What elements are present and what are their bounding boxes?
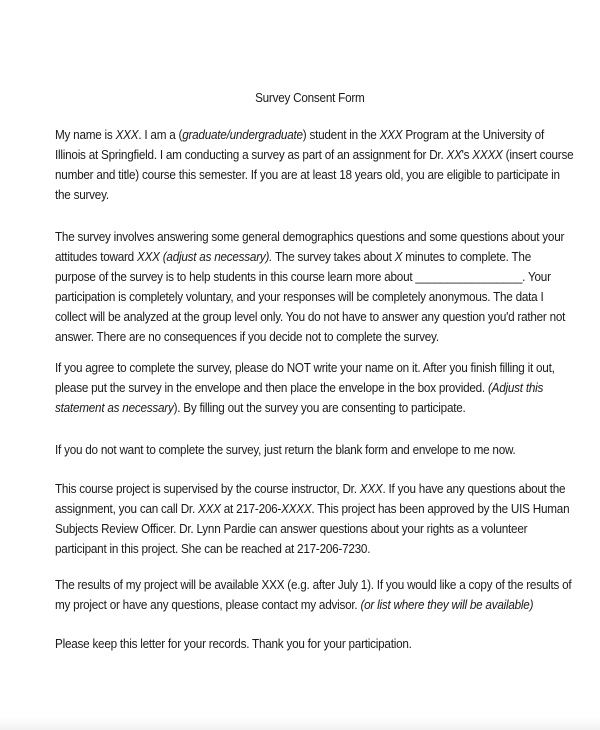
supervision-line-1 — [55, 479, 567, 499]
adjust-note-cont: statement as necessary — [55, 401, 174, 415]
instructions-paragraph — [55, 358, 567, 418]
results-paragraph — [55, 575, 572, 615]
placeholder-attitudes: XXX (adjust as necessary). — [136, 250, 273, 264]
text-run: please put the survey in the envelope and then place the envelope in the box provided. — [55, 381, 488, 395]
placeholder-course: XXXX — [472, 148, 503, 162]
instructions-line-1: If you agree to complete the survey, please do NOT write your name on it. After you finish filling it out, — [55, 361, 555, 375]
text-run: Illinois at Springfield. I am conducting a survey as part of an assignment for Dr. — [55, 148, 447, 162]
text-run: minutes to complete. The — [402, 250, 531, 264]
intro-line-3: number and title) course this semester. If you are at least 18 years old, you are eligible to participate in — [55, 168, 560, 182]
page-bottom-edge — [0, 717, 600, 730]
placeholder-instructor: XXX — [197, 502, 221, 516]
text-run: ). By filling out the survey you are consenting to participate. — [173, 401, 466, 415]
closing-paragraph — [55, 634, 567, 654]
results-line-1: The results of my project will be available XXX (e.g. after July 1). If you would like a copy of the results of — [55, 578, 572, 592]
text-run: ) student in the — [302, 128, 380, 142]
placeholder-program: XXX — [379, 128, 403, 142]
supervision-paragraph — [55, 479, 570, 559]
results-line-2 — [55, 595, 567, 615]
placeholder-level: graduate/undergraduate — [182, 128, 303, 142]
placeholder-instructor: XXX — [359, 482, 383, 496]
text-run: Program at the University of — [402, 128, 544, 142]
text-run: This course project is supervised by the course instructor, Dr. — [55, 482, 360, 496]
description-line-3: purpose of the survey is to help students in this course learn more about _________________. Your — [55, 270, 551, 284]
text-run: . I am a ( — [138, 128, 183, 142]
survey-description-paragraph — [55, 227, 567, 347]
text-run: . This project has been approved by the UIS Human — [311, 502, 570, 516]
placeholder-name: XXX — [115, 128, 139, 142]
supervision-line-3: Subjects Review Officer. Dr. Lynn Pardie can answer questions about your rights as a volunteer — [55, 522, 528, 536]
description-line-4: participation is completely voluntary, and your responses will be completely anonymous. The data I — [55, 290, 544, 304]
instructions-line-3 — [55, 398, 567, 418]
intro-line-2 — [55, 145, 574, 165]
placeholder-minutes: X — [394, 250, 403, 264]
text-run: 's — [461, 148, 473, 162]
form-title: Survey Consent Form — [255, 91, 365, 105]
description-line-6: answer. There are no consequences if you decide not to complete the survey. — [55, 330, 439, 344]
description-line-5: collect will be analyzed at the group level only. You do not have to answer any question you'd rather not — [55, 310, 566, 324]
description-line-1: The survey involves answering some general demographics questions and some questions about your — [55, 230, 565, 244]
text-run: . If you have any questions about the — [382, 482, 566, 496]
adjust-note: (Adjust this — [487, 381, 544, 395]
text-run: My name is — [55, 128, 116, 142]
intro-paragraph — [55, 125, 574, 205]
closing-line-1: Please keep this letter for your records. Thank you for your participation. — [55, 637, 412, 651]
availability-note: (or list where they will be available) — [360, 598, 534, 612]
decline-line-1: If you do not want to complete the survey, just return the blank form and envelope to me now. — [55, 443, 516, 457]
text-run: (insert course — [502, 148, 574, 162]
intro-line-4: the survey. — [55, 188, 109, 202]
text-run: assignment, you can call Dr. — [55, 502, 198, 516]
supervision-line-4: participant in this project. She can be reached at 217-206-7230. — [55, 542, 371, 556]
intro-line-1 — [55, 125, 567, 145]
instructions-line-2 — [55, 378, 567, 398]
description-line-2 — [55, 247, 567, 267]
text-run: my project or have any questions, please contact my advisor. — [55, 598, 361, 612]
placeholder-phone: XXXX — [281, 502, 312, 516]
text-run: at 217-206- — [220, 502, 282, 516]
placeholder-instructor: XX — [446, 148, 462, 162]
text-run: attitudes toward — [55, 250, 137, 264]
text-run: The survey takes about — [272, 250, 395, 264]
supervision-line-2 — [55, 499, 570, 519]
decline-paragraph — [55, 440, 567, 460]
